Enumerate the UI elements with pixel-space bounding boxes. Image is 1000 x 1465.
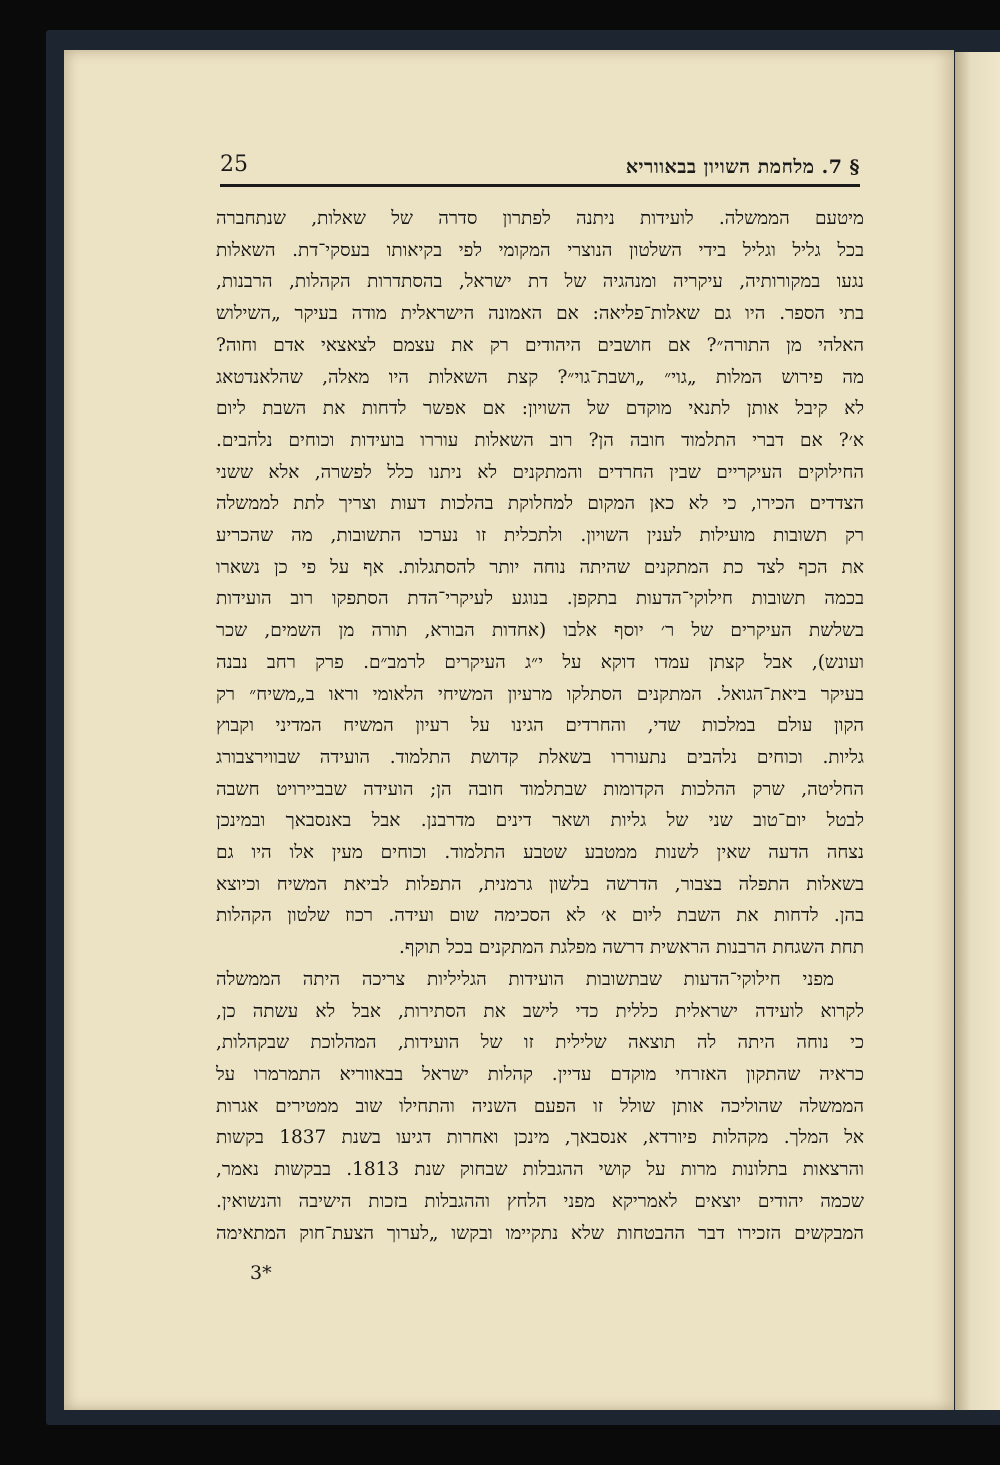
- text-line: נגעו במקורותיה, עיקריה ומנהגיה של דת ישראל, בהסתדרות הקהלות, הרבנות,: [216, 271, 864, 293]
- body-text: [216, 203, 864, 1249]
- text-line: כי נוחה היתה לה תוצאה שלילית זו של הועידות, המהלוכת שבקהלות,: [216, 1032, 864, 1054]
- text-line: שכמה יהודים יוצאים לאמריקא מפני הלחץ וההגבלות בזכות הישיבה והנשואין.: [216, 1190, 864, 1212]
- text-line: בהן. לדחות את השבת ליום א׳ לא הסכימה שום ועידה. רכוז שלטון הקהלות: [216, 905, 864, 927]
- text-line: לא קיבל אותן לתנאי מוקדם של השויון: אם אפשר לדחות את השבת ליום: [216, 398, 864, 420]
- text-line: כראיה שהתקון האזרחי מוקדם עדיין. קהלות ישראל בבאווריא התמרמרו על: [216, 1063, 864, 1085]
- text-line: רק תשובות מועילות לענין השויון. ולתכלית זו נערכו התשובות, מה שהכריע: [216, 525, 864, 547]
- text-line: א׳? אם דברי התלמוד חובה הן? רוב השאלות עוררו בועידות וכוחים נלהבים.: [216, 429, 864, 451]
- text-line: החליטה, שרק ההלכות הקדומות שבתלמוד חובה הן; הועידה שבביירויט חשבה: [216, 778, 864, 800]
- running-head: § 7. מלחמת השויון בבאווריא: [625, 156, 860, 178]
- text-line: בתי הספר. היו גם שאלות־פליאה: אם האמונה הישראלית מודה בעיקר „השילוש: [216, 303, 864, 325]
- header-rule: [220, 184, 860, 187]
- text-line: את הכף לצד כת המתקנים שהיתה נוחה יותר להסתגלות. אף על פי כן נשארו: [216, 556, 864, 578]
- text-line: תחת השגחת הרבנות הראשית דרשה מפלגת המתקנים בכל תוקף.: [399, 937, 864, 959]
- text-line: הצדדים הכירו, כי לא כאן המקום למחלוקת בהלכות דעות וצריך לתת לממשלה: [216, 493, 864, 515]
- text-line: הממשלה שהוליכה אותן שולל זו הפעם השניה והתחילו שוב ממטירים אגרות: [216, 1095, 864, 1117]
- text-line: מה פירוש המלות „גוי״ „ושבת־גוי״? קצת השאלות היו מאלה, שהלאנדטאג: [216, 366, 864, 388]
- text-line: בשאלות התפלה בצבור, הדרשה בלשון גרמנית, התפלות לביאת המשיח וכיוצא: [216, 873, 864, 895]
- text-line: גליות. וכוחים נלהבים נתעוררו בשאלת קדושת התלמוד. הועידה שבווירצבורג: [216, 746, 864, 768]
- signature-mark: 3*: [250, 1262, 272, 1284]
- text-line: בכמה תשובות חילוקי־הדעות בתקפן. בנוגע לעיקרי־הדת הסתפקו רוב הועידות: [216, 588, 864, 610]
- facing-page-edge: [955, 52, 1000, 1410]
- text-line: האלהי מן התורה״? אם חושבים היהודים רק את עצמם לצאצאי אדם וחוה?: [216, 334, 864, 356]
- text-line: אל המלך. מקהלות פיורדא, אנסבאך, מינכן ואחרות דגיעו בשנת 1837 בקשות: [216, 1127, 864, 1149]
- text-line: לקרוא לועידה ישראלית כללית כדי לישב את הסתירות, אבל לא עשתה כן,: [216, 1000, 864, 1022]
- text-line: ועונש), אבל קצתן עמדו דוקא על י״ג העיקרים לרמב״ם. פרק רחב נבנה: [216, 651, 864, 673]
- text-line: הקון עולם במלכות שדי, והחרדים הגינו על רעיון המשיח המדיני וקבוץ: [216, 715, 864, 737]
- text-line: החילוקים העיקריים שבין החרדים והמתקנים לא ניתנו כלל לפשרה, אלא ששני: [216, 461, 864, 483]
- text-line: בכל גליל וגליל בידי השלטון הנוצרי המקומי לפי בקיאותו בעסקי־דת. השאלות: [216, 239, 864, 261]
- text-line: בעיקר ביאת־הגואל. המתקנים הסתלקו מרעיון המשיחי הלאומי וראו ב„משיח״ רק: [216, 683, 864, 705]
- text-line: לבטל יום־טוב שני של גליות ושאר דינים מדרבנן. אבל באנסבאך ובמינכן: [216, 810, 864, 832]
- text-line: מיטעם הממשלה. לועידות ניתנה לפתרון סדרה של שאלות, שנתחברה: [216, 208, 864, 229]
- text-line: בשלשת העיקרים של ר׳ יוסף אלבו (אחדות הבורא, תורה מן השמים, שכר: [216, 620, 864, 642]
- text-line: המבקשים הזכירו דבר ההבטחות שלא נתקיימו ובקשו „לערוך הצעת־חוק המתאימה: [216, 1222, 864, 1244]
- text-line: מפני חילוקי־הדעות שבתשובות הועידות הגליליות צריכה היתה הממשלה: [216, 968, 834, 990]
- page-number: 25: [220, 152, 248, 177]
- text-line: והרצאות בתלונות מרות על קושי ההגבלות שבחוק שנת 1813. בבקשות נאמר,: [216, 1159, 864, 1181]
- text-line: נצחה הדעה שאין לשנות ממטבע שטבע התלמוד. וכוחים מעין אלו היו גם: [216, 842, 864, 864]
